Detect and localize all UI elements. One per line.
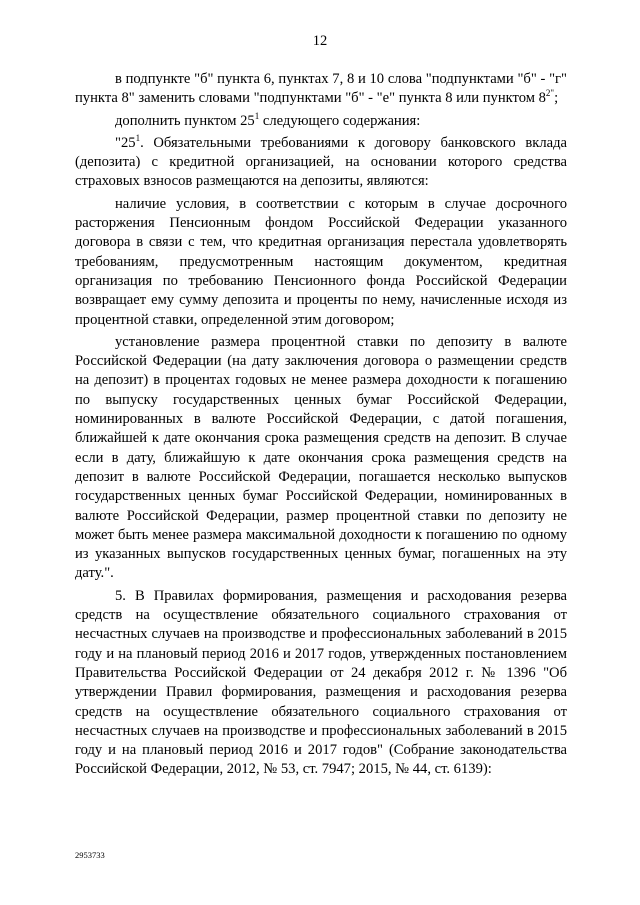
- paragraph-text: установление размера процентной ставки по депозиту в валюте Российской Федерации (на дату заключения договора о размещении средств на депозит) в процентах годовых не менее размера доходности к погашению по выпуску государственных ценных бумаг Российской Федерации, номинированных в валюте Российской Федерации, с датой погашения, ближайшей к дате окончания срока размещения средств на депозит. В случае если в дату, ближайшую к дате окончания срока размещения средств на депозит в валюте Российской Федерации, погашается несколько выпусков государственных ценных бумаг Российской Федерации, номинированных в валюте Российской Федерации, размер процентной ставки по депозиту не может быть менее размера максимальной доходности к погашению по одному из указанных выпусков государственных ценных бумаг, погашенных на эту дату.".: [75, 333, 567, 582]
- page-number: 12: [312, 33, 328, 49]
- superscript: 2": [545, 88, 555, 99]
- document-code: 2953733: [75, 850, 105, 860]
- paragraph-amendment-subpoints: [75, 70, 567, 109]
- paragraph-text: следующего содержания:: [259, 112, 421, 129]
- document-body: [75, 70, 567, 780]
- paragraph-text: "25: [115, 134, 136, 151]
- paragraph-early-termination: [75, 195, 567, 330]
- paragraph-text: дополнить пунктом 25: [115, 112, 255, 129]
- superscript: 1: [254, 110, 260, 121]
- paragraph-add-point: [75, 112, 567, 131]
- paragraph-point-25-1: [75, 134, 567, 192]
- paragraph-text: . Обязательными требованиями к договору банковского вклада (депозита) с кредитной организацией, на основании которого средства страховых взносов размещаются на депозиты, являются:: [75, 134, 567, 190]
- paragraph-text: наличие условия, в соответствии с которым в случае досрочного расторжения Пенсионным фондом Российской Федерации указанного договора в связи с тем, что кредитная организация перестала удовлетворять требованиям, предусмотренным настоящим документом, кредитная организация по требованию Пенсионного фонда Российской Федерации возвращает ему сумму депозита и проценты по нему, начисленные исходя из процентной ставки, определенной этим договором;: [75, 195, 567, 328]
- paragraph-item-5: [75, 587, 567, 780]
- paragraph-text: ;: [554, 90, 559, 107]
- paragraph-interest-rate: [75, 333, 567, 584]
- paragraph-text: 5. В Правилах формирования, размещения и расходования резерва средств на осуществление обязательного социального страхования от несчастных случаев на производстве и профессиональных заболеваний в 2015 году и на плановый период 2016 и 2017 годов, утвержденных постановлением Правительства Российской Федерации от 24 декабря 2012 г. № 1396 "Об утверждении Правил формирования, размещения и расходования резерва средств на осуществление обязательного социального страхования от несчастных случаев на производстве и профессиональных заболеваний в 2015 году и на плановый период 2016 и 2017 годов" (Собрание законодательства Российской Федерации, 2012, № 53, ст. 7947; 2015, № 44, ст. 6139):: [75, 587, 567, 778]
- paragraph-text: в подпункте "б" пункта 6, пунктах 7, 8 и 10 слова "подпунктами "б" - "г" пункта 8" заменить словами "подпунктами "б" - "е" пункта 8 или пунктом 8: [75, 71, 567, 107]
- superscript: 1: [135, 132, 141, 143]
